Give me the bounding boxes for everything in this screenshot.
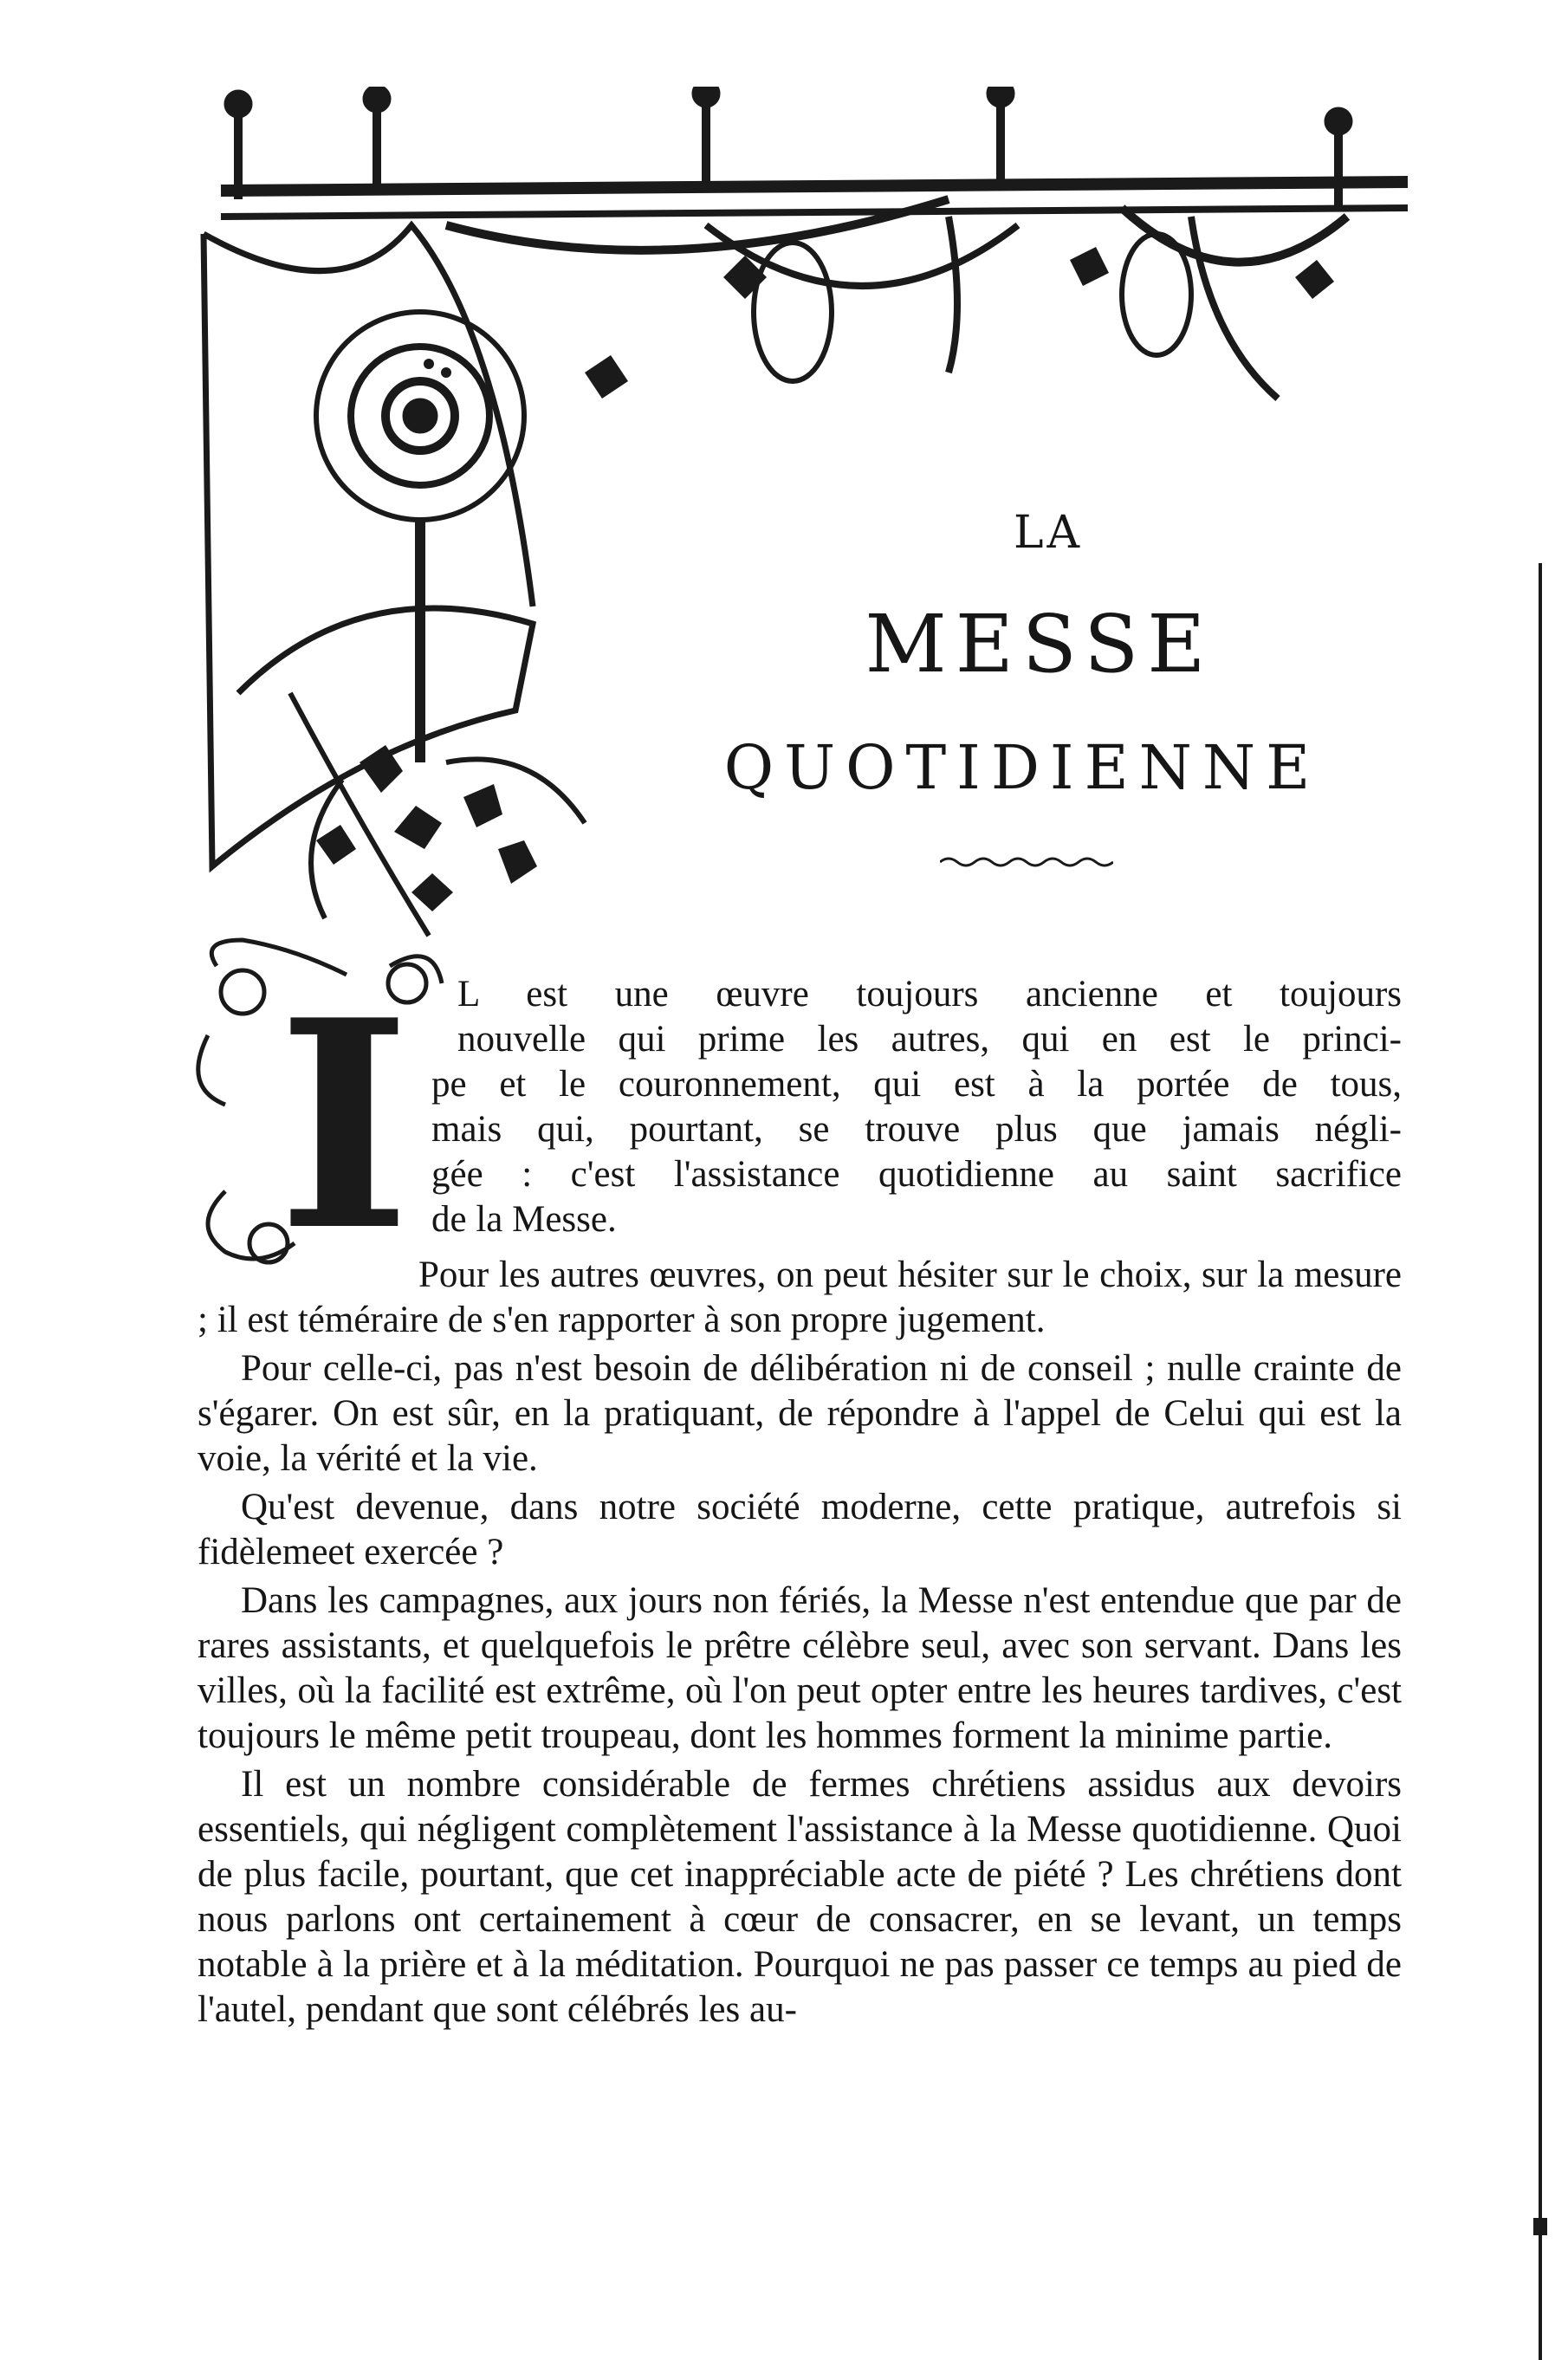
dropcap-letter: I bbox=[277, 957, 411, 1287]
paragraph: Pour les autres œuvres, on peut hésiter sur le choix, sur la mesure ; il est téméraire de s'en rapporter à son propre jugement. bbox=[198, 1255, 1402, 1340]
title-line-la: LA bbox=[1013, 507, 1084, 559]
title-line-messe: MESSE bbox=[865, 598, 1215, 690]
intro-line: pe et le couronnement, qui est à la portée de tous, bbox=[431, 1064, 1402, 1105]
body-text bbox=[198, 1253, 1402, 2036]
intro-line: nouvelle qui prime les autres, qui en est le princi- bbox=[457, 1019, 1402, 1060]
intro-line: L est une œuvre toujours ancienne et toujours bbox=[457, 974, 1402, 1015]
paragraph: Pour celle-ci, pas n'est besoin de délibération ni de conseil ; nulle crainte de s'égarer. On est sûr, en la pratiquant, de répondre à l'appel de Celui qui est la voie, la vérité et la vie. bbox=[198, 1348, 1402, 1479]
paragraph: Dans les campagnes, aux jours non fériés, la Messe n'est entendue que par de rares assistants, et quelquefois le prêtre célèbre seul, avec son servant. Dans les villes, où la facilité est extrême, où l'on peut opter entre les heures tardives, c'est toujours le même petit troupeau, dont les hommes forment la minime partie. bbox=[198, 1580, 1402, 1756]
page-edge-mark bbox=[1533, 2218, 1547, 2235]
intro-line: gée : c'est l'assistance quotidienne au saint sacrifice bbox=[431, 1154, 1402, 1195]
title-line-quotidienne: QUOTIDIENNE bbox=[723, 732, 1321, 803]
intro-line: de la Messe. bbox=[431, 1199, 617, 1240]
intro-paragraph bbox=[198, 972, 1402, 1242]
paragraph: Qu'est devenue, dans notre société moderne, cette pratique, autrefois si fidèlemeet exercée ? bbox=[198, 1487, 1402, 1572]
paragraph: Il est un nombre considérable de fermes chrétiens assidus aux devoirs essentiels, qui négligent complètement l'assistance à la Messe quotidienne. Quoi de plus facile, pourtant, que cet inappréciable acte de piété ? Les chrétiens dont nous parlons ont certainement à cœur de consacrer, en se levant, un temps notable à la prière et à la méditation. Pourquoi ne pas passer ce temps au pied de l'autel, pendant que sont célébrés les au- bbox=[198, 1764, 1402, 2030]
intro-line: mais qui, pourtant, se trouve plus que jamais négli- bbox=[431, 1109, 1402, 1150]
page-edge-line bbox=[1539, 563, 1542, 2360]
ornamental-header-illustration bbox=[186, 87, 1416, 944]
title-wavy-rule bbox=[940, 853, 1113, 871]
